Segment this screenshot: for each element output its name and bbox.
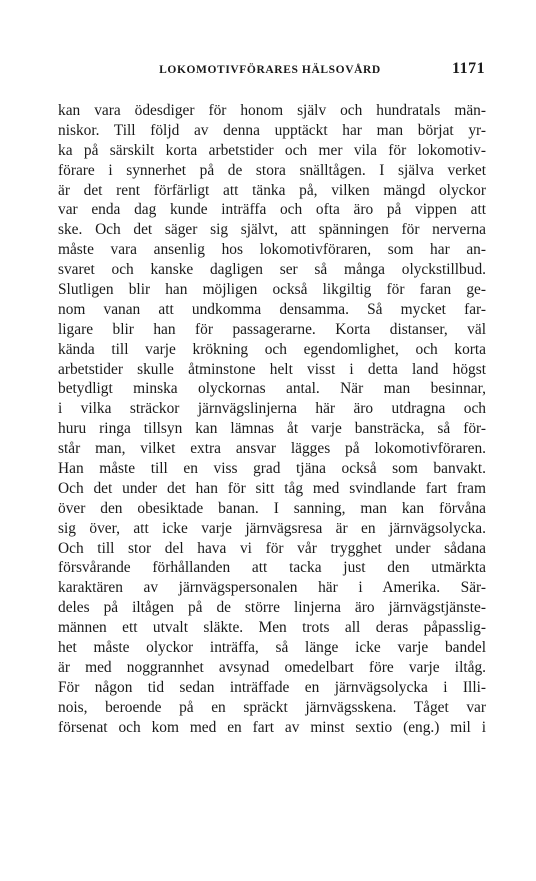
text-line: karaktären av järnvägspersonalen här i Amerika. Sär-: [58, 579, 486, 597]
text-line: Slutligen blir han möjligen också likgiltig för faran ge-: [58, 281, 486, 299]
text-line: är med noggrannhet avsynad omedelbart före varje iltåg.: [58, 658, 486, 676]
page-number: 1171: [452, 60, 486, 77]
text-line: niskor. Till följd av denna upptäckt har man börjat yr-: [58, 121, 486, 139]
text-line: nois, beroende på en spräckt järnvägsskena. Tåget var: [58, 698, 486, 716]
text-line: arbetstider skulle åtminstone helt visst i detta land högst: [58, 360, 486, 378]
text-line: måste vara ansenlig hos lokomotivföraren, som har an-: [58, 241, 486, 259]
text-line: svaret och kanske dagligen ser så många olyckstillbud.: [58, 261, 486, 279]
text-line: männen ett utvalt släkte. Men trots all deras påpasslig-: [58, 619, 486, 637]
text-line: står man, vilket extra ansvar lägges på lokomotivföraren.: [58, 440, 486, 458]
text-line: betydligt minska olyckornas antal. När man besinnar,: [58, 380, 486, 398]
text-line: huru ringa tillsyn kan lämnas åt varje bansträcka, så för-: [58, 420, 486, 438]
text-line: nom vanan att undkomma densamma. Så mycket far-: [58, 300, 486, 318]
text-line: förare i synnerhet på de stora snälltågen. I själva verket: [58, 161, 486, 179]
text-line: ske. Och det säger sig självt, att spänningen för nerverna: [58, 221, 486, 239]
text-line: För någon tid sedan inträffade en järnvägsolycka i Illi-: [58, 678, 486, 696]
text-line: Han måste till en viss grad tjäna också som banvakt.: [58, 460, 486, 478]
text-line: var enda dag kunde inträffa och ofta äro på vippen att: [58, 201, 486, 219]
text-line: över den obesiktade banan. I sanning, man kan förvåna: [58, 499, 486, 517]
body-text: [58, 101, 486, 738]
running-head: LOKOMOTIVFÖRARES HÄLSOVÅRD: [159, 64, 381, 76]
text-line: är det rent förfärligt att tänka på, vilken mängd olyckor: [58, 181, 486, 199]
text-line: Och till stor del hava vi för vår trygghet under sådana: [58, 539, 486, 557]
text-line: sig över, att icke varje järnvägsresa är en järnvägsolycka.: [58, 519, 486, 537]
text-line: försvårande förhållanden att tacka just den utmärkta: [58, 559, 486, 577]
text-line: i vilka sträckor järnvägslinjerna här äro utdragna och: [58, 400, 486, 418]
text-line: het måste olyckor inträffa, så länge icke varje bandel: [58, 639, 486, 657]
text-line: försenat och kom med en fart av minst sextio (eng.) mil i: [58, 718, 486, 736]
text-line: deles på iltågen på de större linjerna äro järnvägstjänste-: [58, 599, 486, 617]
text-line: Och det under det han för sitt tåg med svindlande fart fram: [58, 479, 486, 497]
text-line: ligare blir han för passagerarne. Korta distanser, väl: [58, 320, 486, 338]
text-line: kan vara ödesdiger för honom själv och hundratals män-: [58, 102, 486, 119]
text-line: kända till varje krökning och egendomlighet, och korta: [58, 340, 486, 358]
text-line: ka på särskilt korta arbetstider och mer vila för lokomotiv-: [58, 141, 486, 159]
